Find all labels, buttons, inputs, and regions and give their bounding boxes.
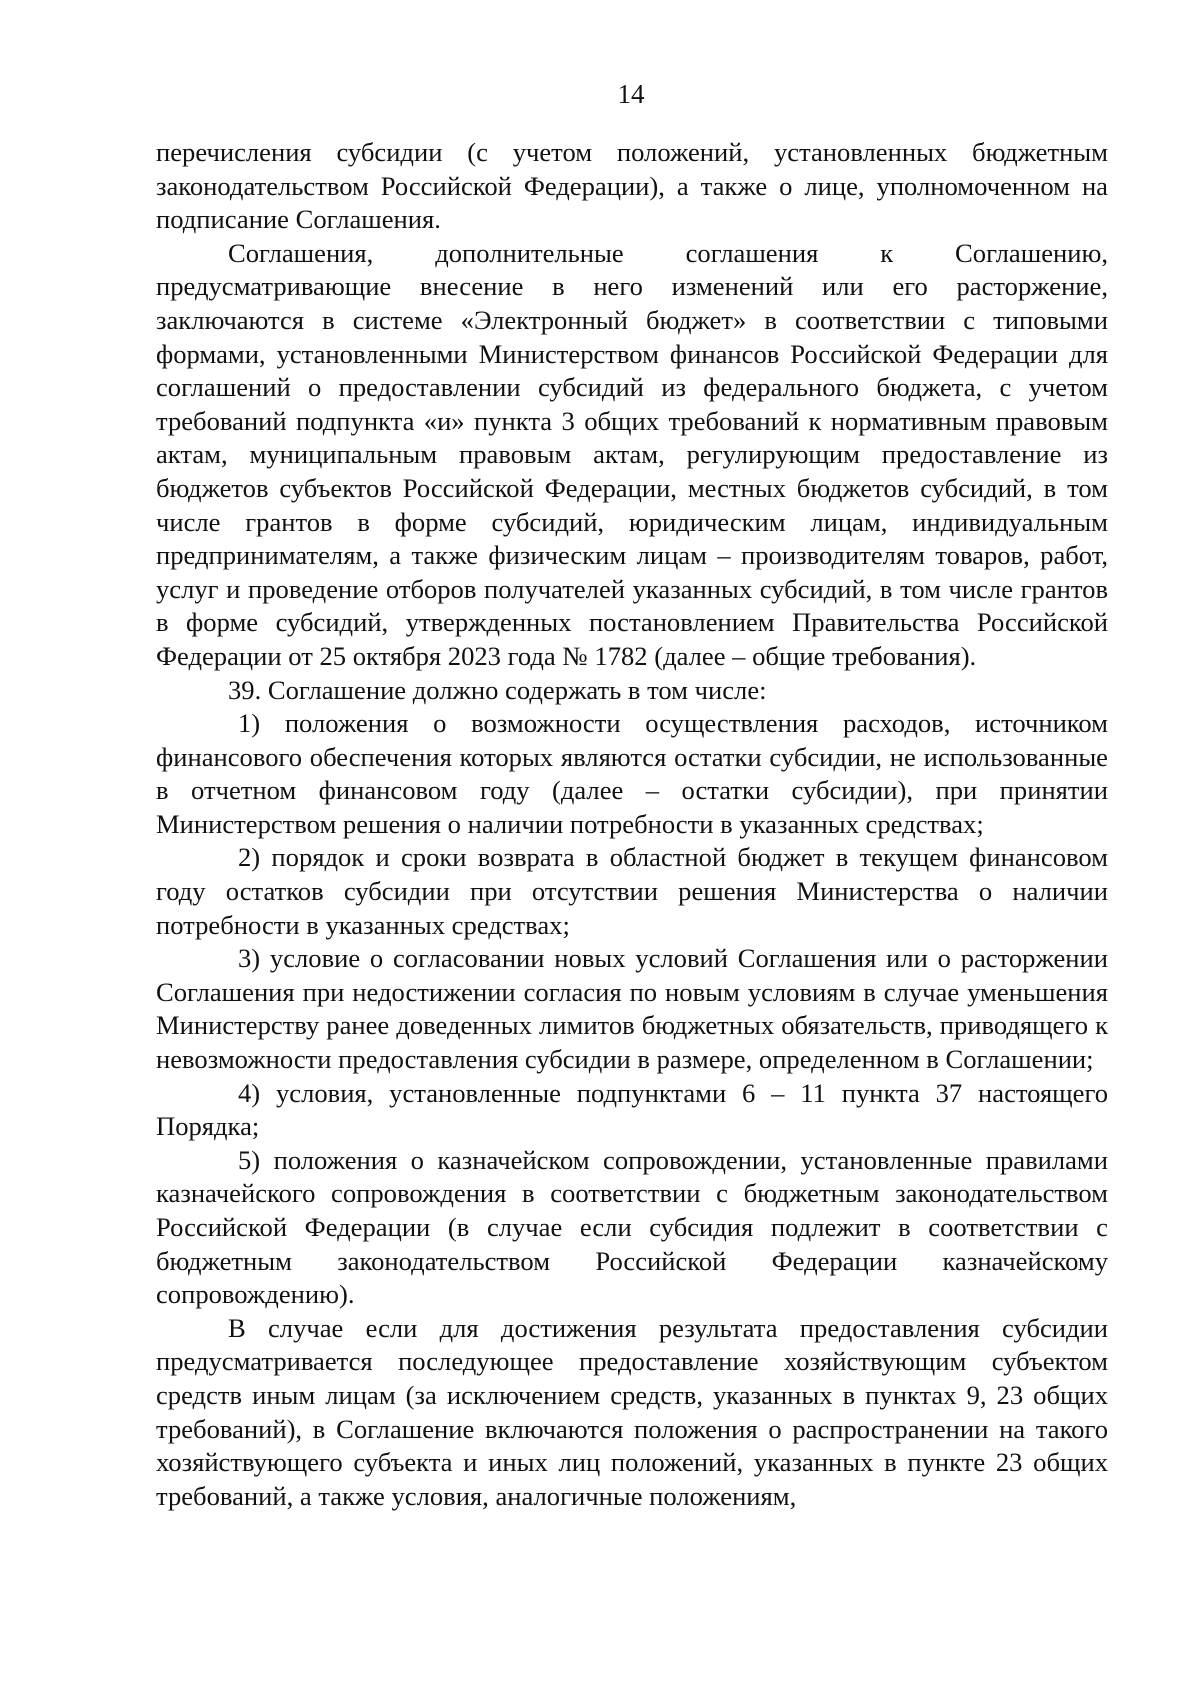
list-item-4: 4) условия, установленные подпунктами 6 – 11 пункта 37 настоящего Порядка;: [156, 1077, 1108, 1142]
page-number: 14: [617, 79, 645, 109]
paragraph-subsequent-provision: В случае если для достижения результата предоставления субсидии предусматривается последующее предоставление хозяйствующим субъектом средств иным лицам (за исключением средств, указанных в пунктах 9, 23 общих требований), в Соглашение включаются положения о распространении на такого хозяйствующего субъекта и иных лиц положений, указанных в пункте 23 общих требований, а также условия, аналогичные положениям,: [156, 1312, 1108, 1511]
paragraph-continuation: перечисления субсидии (с учетом положений, установленных бюджетным законодательством Российской Федерации), а также о лице, уполномоченном на подписание Соглашения.: [156, 137, 1108, 235]
paragraph-agreements: Соглашения, дополнительные соглашения к Соглашению, предусматривающие внесение в него изменений или его расторжение, заключаются в системе «Электронный бюджет» в соответствии с типовыми формами, установленными Министерством финансов Российской Федерации для соглашений о предоставлении субсидий из федерального бюджета, с учетом требований подпункта «и» пункта 3 общих требований к нормативным правовым актам, муниципальным правовым актам, регулирующим предоставление из бюджетов субъектов Российской Федерации, местных бюджетов субсидий, в том числе грантов в форме субсидий, юридическим лицам, индивидуальным предпринимателям, а также физическим лицам – производителям товаров, работ, услуг и проведение отборов получателей указанных субсидий, в том числе грантов в форме субсидий, утвержденных постановлением Правительства Российской Федерации от 25 октября 2023 года № 1782 (далее – общие требования).: [156, 237, 1108, 671]
list-item-2: 2) порядок и сроки возврата в областной бюджет в текущем финансовом году остатков субсидии при отсутствии решения Министерства о наличии потребности в указанных средствах;: [156, 842, 1108, 940]
paragraph-item-39: 39. Соглашение должно содержать в том числе:: [228, 674, 767, 705]
list-item-1: 1) положения о возможности осуществления расходов, источником финансового обеспечения которых являются остатки субсидии, не использованные в отчетном финансовом году (далее – остатки субсидии), при принятии Министерством решения о наличии потребности в указанных средствах;: [156, 708, 1108, 839]
list-item-3: 3) условие о согласовании новых условий Соглашения или о расторжении Соглашения при недостижении согласия по новым условиям в случае уменьшения Министерству ранее доведенных лимитов бюджетных обязательств, приводящего к невозможности предоставления субсидии в размере, определенном в Соглашении;: [156, 943, 1108, 1075]
document-body: [156, 136, 1108, 1513]
list-item-5: 5) положения о казначейском сопровождении, установленные правилами казначейского сопровождения в соответствии с бюджетным законодательством Российской Федерации (в случае если субсидия подлежит в соответствии с бюджетным законодательством Российской Федерации казначейскому сопровождению).: [156, 1144, 1108, 1310]
